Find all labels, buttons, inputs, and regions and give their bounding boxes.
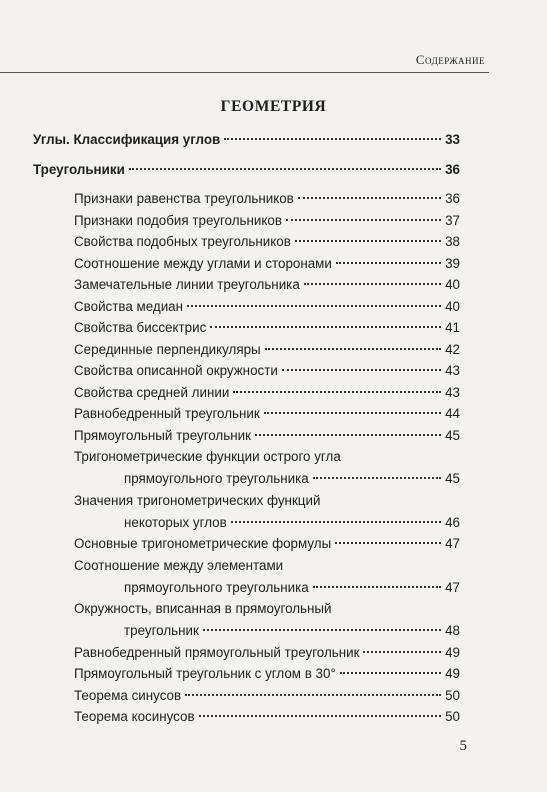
- toc-entry[interactable]: [74, 706, 460, 728]
- dot-leader: [129, 168, 441, 170]
- toc-entry-title: Углы. Классификация углов: [33, 132, 221, 147]
- dot-leader: [203, 629, 441, 631]
- toc-entry-title: Теорема косинусов: [74, 709, 195, 724]
- toc-entry-page: 48: [445, 623, 460, 638]
- toc-entry[interactable]: [74, 642, 460, 664]
- toc-entry[interactable]: [74, 231, 460, 253]
- toc-entry-title: Свойства подобных треугольников: [74, 234, 291, 249]
- dot-leader: [313, 477, 441, 479]
- dot-leader: [336, 262, 441, 264]
- dot-leader: [210, 326, 441, 328]
- toc-entry-title: Свойства медиан: [74, 298, 184, 314]
- toc-entry-first-line[interactable]: [74, 598, 460, 620]
- table-of-contents: [33, 129, 460, 728]
- toc-entry[interactable]: [74, 296, 460, 318]
- toc-entry-page: 46: [445, 514, 460, 530]
- toc-entry-page: 47: [445, 536, 460, 551]
- toc-entry-title: Свойства средней линии: [74, 384, 230, 400]
- toc-entry-page: 50: [445, 709, 460, 724]
- dot-leader: [265, 348, 441, 350]
- toc-entry-title-cont: прямоугольного треугольника: [124, 471, 309, 486]
- toc-entry-continuation[interactable]: [124, 620, 460, 642]
- toc-entry[interactable]: [74, 533, 460, 555]
- dot-leader: [233, 391, 441, 393]
- toc-entry-page: 42: [445, 341, 460, 357]
- toc-entry-first-line[interactable]: [74, 555, 460, 577]
- toc-entry[interactable]: [74, 382, 460, 404]
- dot-leader: [295, 240, 441, 242]
- toc-entry-title: Значения тригонометрических функций: [74, 492, 321, 508]
- toc-entry[interactable]: [74, 274, 460, 296]
- toc-entry-first-line[interactable]: [74, 446, 460, 468]
- toc-entry-title: Признаки равенства треугольников: [74, 191, 294, 206]
- toc-entry-page: 39: [445, 255, 460, 271]
- dot-leader: [298, 197, 441, 199]
- toc-entry-page: 49: [445, 666, 460, 681]
- toc-entry[interactable]: [74, 425, 460, 447]
- toc-entry-page: 40: [445, 277, 460, 292]
- toc-entry-title: Прямоугольный треугольник: [74, 427, 251, 443]
- toc-entry[interactable]: [74, 685, 460, 707]
- toc-entry-title: Признаки подобия треугольников: [74, 212, 282, 228]
- toc-entry-page: 44: [445, 406, 460, 421]
- toc-entry-title: Соотношение между углами и сторонами: [74, 255, 332, 271]
- dot-leader: [286, 219, 441, 221]
- toc-entry-page: 45: [445, 471, 460, 486]
- toc-entry-page: 33: [445, 132, 460, 147]
- toc-entry-title-cont: треугольник: [124, 623, 199, 638]
- dot-leader: [231, 521, 441, 523]
- toc-entry[interactable]: [74, 360, 460, 382]
- toc-entry-title: Соотношение между элементами: [74, 557, 284, 573]
- dot-leader: [282, 369, 441, 371]
- toc-entry-continuation[interactable]: [124, 512, 460, 534]
- dot-leader: [185, 694, 441, 696]
- toc-entry-page: 36: [445, 161, 460, 177]
- toc-entry-title-cont: некоторых углов: [124, 514, 227, 530]
- toc-entry-title: Окружность, вписанная в прямоугольный: [74, 601, 332, 616]
- dot-leader: [313, 586, 441, 588]
- toc-entry[interactable]: [74, 210, 460, 232]
- toc-entry[interactable]: [74, 663, 460, 685]
- header-rule: [0, 72, 489, 73]
- toc-entry-page: 40: [445, 298, 460, 314]
- toc-entry-page: 45: [445, 427, 460, 443]
- toc-entry-title: Свойства биссектрис: [74, 320, 207, 335]
- dot-leader: [363, 651, 441, 653]
- toc-entry-page: 37: [445, 212, 460, 228]
- toc-entry-continuation[interactable]: [124, 468, 460, 490]
- dot-leader: [199, 715, 442, 717]
- page-number: 5: [459, 738, 467, 754]
- toc-entry-title: Основные тригонометрические формулы: [74, 536, 332, 551]
- toc-entry-title: Равнобедренный прямоугольный треугольник: [74, 644, 360, 660]
- toc-entry-page: 43: [445, 384, 460, 400]
- dot-leader: [255, 434, 441, 436]
- toc-entry-continuation[interactable]: [124, 577, 460, 599]
- dot-leader: [335, 542, 441, 544]
- dot-leader: [340, 672, 441, 674]
- dot-leader: [187, 305, 441, 307]
- dot-leader: [224, 138, 441, 140]
- dot-leader: [304, 283, 441, 285]
- toc-entry-first-line[interactable]: [74, 490, 460, 512]
- toc-entry-page: 47: [445, 579, 460, 595]
- toc-entry-title: Замечательные линии треугольника: [74, 277, 300, 292]
- toc-entry-triangles[interactable]: [33, 159, 460, 181]
- toc-entry-title: Серединные перпендикуляры: [74, 341, 261, 357]
- toc-entry[interactable]: [74, 403, 460, 425]
- toc-entry[interactable]: [74, 253, 460, 275]
- toc-entry-title: Теорема синусов: [74, 687, 182, 703]
- toc-entry-page: 38: [445, 234, 460, 249]
- section-title: ГЕОМЕТРИЯ: [220, 98, 327, 115]
- toc-entry-page: 36: [445, 191, 460, 206]
- toc-entry-title: Треугольники: [33, 161, 125, 177]
- toc-entry-page: 49: [445, 644, 460, 660]
- toc-entry-page: 41: [445, 320, 460, 335]
- toc-entry[interactable]: [74, 317, 460, 339]
- dot-leader: [264, 412, 441, 414]
- toc-entry-title-cont: прямоугольного треугольника: [124, 579, 309, 595]
- toc-entry-title: Прямоугольный треугольник с углом в 30°: [74, 666, 336, 681]
- toc-entry-title: Свойства описанной окружности: [74, 363, 278, 378]
- toc-entry[interactable]: [74, 339, 460, 361]
- toc-entry-title: Равнобедренный треугольник: [74, 406, 260, 421]
- toc-entry[interactable]: [74, 188, 460, 210]
- running-title: Содержание: [415, 52, 485, 67]
- toc-entry-angles[interactable]: [33, 129, 460, 151]
- toc-entry-page: 50: [445, 687, 460, 703]
- toc-entry-page: 43: [445, 363, 460, 378]
- toc-entry-title: Тригонометрические функции острого угла: [74, 449, 341, 464]
